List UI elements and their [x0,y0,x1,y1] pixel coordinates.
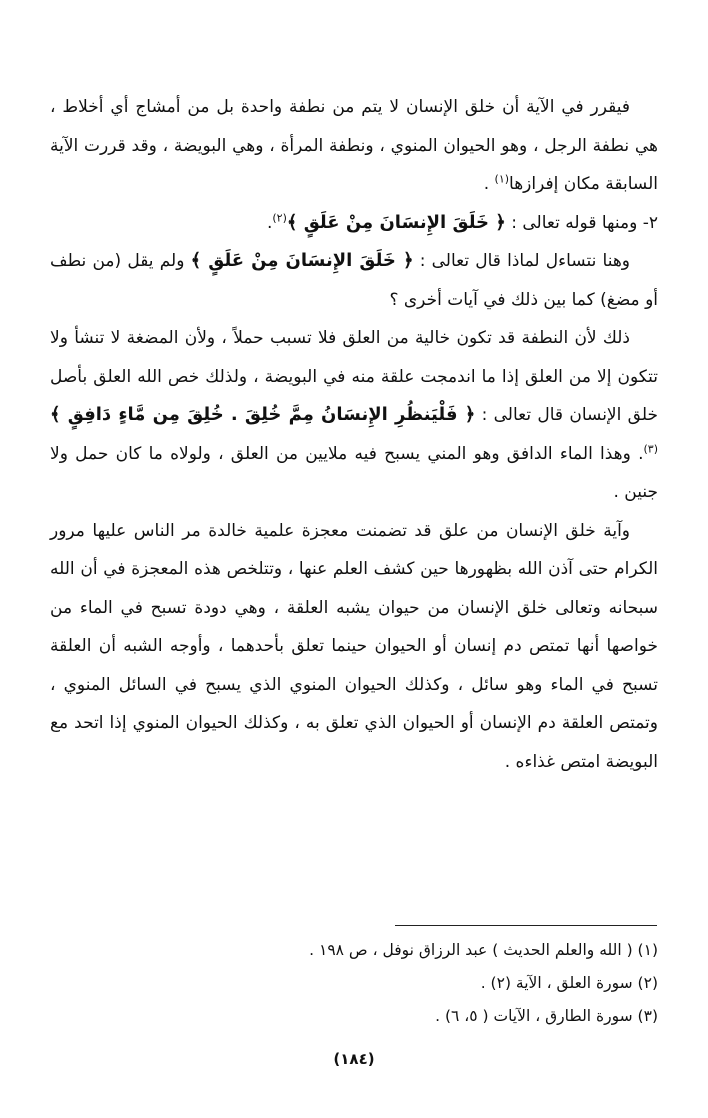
footnote-divider [395,925,657,926]
paragraph-5 [50,512,658,782]
page-number: (١٨٤) [333,1050,375,1068]
paragraph-3 [50,242,658,319]
paragraph-3-text: وهنا نتساءل لماذا قال تعالى : [413,251,630,271]
paragraph-5-text: وآية خلق الإنسان من علق قد تضمنت معجزة علمية خالدة مر الناس عليها مرور الكرام حتى آذن الله بظهورها حين كشف العلم عنها ، وتتلخص هذه المعجزة في أن الله سبحانه وتعالى خلق الإنسان من حيوان يشبه العلقة ، وهي دودة تسبح في الماء من خواصها أنها تمتص دم إنسان أو الحيوان حينما تعلق بأحدهما ، وأوجه الشبه أن العلقة تسبح في الماء وهو سائل ، وكذلك الحيوان المنوي الذي يسبح في السائل المنوي ، وتمتص العلقة دم الإنسان أو الحيوان الذي تعلق به ، وكذلك الحيوان المنوي إذا اتحد مع البويضة امتص غذاءه . [50,520,658,772]
footnote-ref-1: (١) [494,172,510,186]
footnote-ref-3: (٣) [643,441,658,455]
paragraph-2 [50,204,658,243]
paragraph-2-text: ٢- ومنها قوله تعالى : [505,212,658,233]
quran-verse-1: ﴿ خَلَقَ الإِنسَانَ مِنْ عَلَقٍ ﴾ [286,211,506,233]
paragraph-1-text: فيقرر في الآية أن خلق الإنسان لا يتم من نطفة واحدة بل من أمشاج أي أخلاط ، هي نطفة الرجل ، وهو الحيوان المنوي ، ونطفة المرأة ، وهي البويضة ، وقد قررت الآية السابقة مكان إفرازها [50,97,658,194]
paragraph-4 [50,319,658,512]
paragraph-4-text: ذلك لأن النطفة قد تكون خالية من العلق فلا تسبب حملاً ، ولأن المضغة لا تنشأ ولا تتكون إلا من العلق إذا ما اندمجت علقة منه في البويضة ، ولذلك خص الله العلق بأصل خلق الإنسان قال تعالى : [50,328,658,425]
paragraph-2-end: . [266,212,273,233]
paragraph-1-end: . [483,174,495,194]
paragraph-3-end: ولم يقل (من نطف أو مضغ) كما بين ذلك في آيات أخرى ؟ [50,251,658,310]
footnotes [50,934,658,1033]
footnote-ref-2: (٢) [272,210,287,224]
main-text [50,88,658,781]
paragraph-4-end: . وهذا الماء الدافق وهو المني يسبح فيه ملايين من العلق ، ولولاه ما كان حمل ولا جنين . [50,443,658,502]
quran-verse-3: ﴿ فَلْيَنظُرِ الإِنسَانُ مِمَّ خُلِقَ . خُلِقَ مِن مَّاءٍ دَافِقٍ ﴾ [50,404,476,425]
paragraph-1 [50,88,658,204]
quran-verse-2: ﴿ خَلَقَ الإِنسَانَ مِنْ عَلَقٍ ﴾ [190,250,414,271]
footnote-3: (٣) سورة الطارق ، الآيات ( ٥، ٦) . [435,1007,658,1025]
footnote-2: (٢) سورة العلق ، الآية (٢) . [480,974,658,992]
footnote-1: (١) ( الله والعلم الحديث ) عبد الرزاق نوفل ، ص ١٩٨ . [309,941,658,959]
